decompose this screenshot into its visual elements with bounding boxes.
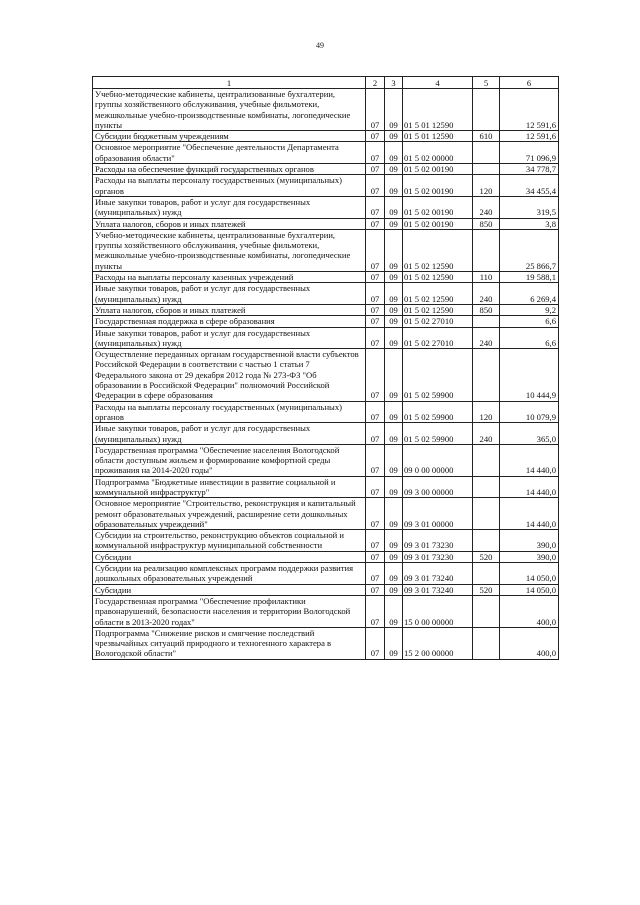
cell-section: 07 — [366, 498, 385, 530]
table-row — [93, 196, 559, 218]
table-header-row — [93, 77, 559, 89]
cell-vr — [473, 595, 500, 627]
cell-vr — [473, 89, 500, 131]
cell-subsection: 09 — [385, 401, 403, 423]
table-row — [93, 551, 559, 562]
cell-target: 09 3 01 73240 — [403, 563, 473, 585]
cell-name: Основное мероприятие "Строительство, реконструкция и капитальный ремонт образовательных учреждений, расширение сети дошкольных образовательных учреждений" — [93, 498, 366, 530]
table-row — [93, 627, 559, 659]
cell-section: 07 — [366, 423, 385, 445]
table-row — [93, 175, 559, 197]
table-row — [93, 218, 559, 229]
cell-name: Подпрограмма "Снижение рисков и смягчение последствий чрезвычайных ситуаций природного и техногенного характера в Вологодской области" — [93, 627, 366, 659]
cell-name: Иные закупки товаров, работ и услуг для государственных (муниципальных) нужд — [93, 327, 366, 349]
cell-name: Государственная программа "Обеспечение профилактики правонарушений, безопасности населения и территории Вологодской области в 2013-2020 годах" — [93, 595, 366, 627]
cell-target: 01 5 01 12590 — [403, 89, 473, 131]
cell-amount: 19 588,1 — [500, 272, 559, 283]
cell-subsection: 09 — [385, 584, 403, 595]
cell-subsection: 09 — [385, 316, 403, 327]
cell-vr: 240 — [473, 327, 500, 349]
header-col-target: 4 — [403, 77, 473, 89]
cell-target: 01 5 02 12590 — [403, 283, 473, 305]
cell-name: Осуществление переданных органам государственной власти субъектов Российской Федерации в соответствии с частью 1 статьи 7 Федерального закона от 29 декабря 2012 года № 273-ФЗ "Об образовании в Российской Федерации" полномочий Российской Федерации в сфере образования — [93, 349, 366, 401]
cell-target: 01 5 02 00190 — [403, 175, 473, 197]
cell-name: Расходы на выплаты персоналу казенных учреждений — [93, 272, 366, 283]
cell-amount: 390,0 — [500, 551, 559, 562]
table-row — [93, 444, 559, 476]
cell-subsection: 09 — [385, 304, 403, 315]
budget-table — [92, 76, 559, 660]
table-row — [93, 563, 559, 585]
table-row — [93, 423, 559, 445]
table-row — [93, 401, 559, 423]
cell-section: 07 — [366, 142, 385, 164]
cell-amount: 400,0 — [500, 595, 559, 627]
cell-vr: 120 — [473, 175, 500, 197]
header-col-amount: 6 — [500, 77, 559, 89]
table-row — [93, 530, 559, 552]
cell-subsection: 09 — [385, 530, 403, 552]
cell-subsection: 09 — [385, 142, 403, 164]
cell-amount: 10 444,9 — [500, 349, 559, 401]
table-row — [93, 476, 559, 498]
table-row — [93, 327, 559, 349]
cell-vr: 610 — [473, 131, 500, 142]
cell-subsection: 09 — [385, 476, 403, 498]
cell-amount: 34 778,7 — [500, 164, 559, 175]
cell-amount: 400,0 — [500, 627, 559, 659]
cell-vr: 520 — [473, 551, 500, 562]
cell-vr — [473, 498, 500, 530]
cell-vr: 850 — [473, 304, 500, 315]
cell-amount: 12 591,6 — [500, 131, 559, 142]
cell-name: Подпрограмма "Бюджетные инвестиции в развитие социальной и коммунальной инфраструктур" — [93, 476, 366, 498]
header-col-name: 1 — [93, 77, 366, 89]
cell-subsection: 09 — [385, 551, 403, 562]
cell-vr — [473, 316, 500, 327]
cell-subsection: 09 — [385, 218, 403, 229]
cell-section: 07 — [366, 229, 385, 271]
cell-vr — [473, 349, 500, 401]
table-row — [93, 164, 559, 175]
cell-vr — [473, 563, 500, 585]
cell-name: Субсидии — [93, 584, 366, 595]
cell-target: 01 5 02 00190 — [403, 196, 473, 218]
cell-amount: 34 455,4 — [500, 175, 559, 197]
cell-target: 09 3 00 00000 — [403, 476, 473, 498]
table-row — [93, 131, 559, 142]
cell-section: 07 — [366, 89, 385, 131]
cell-subsection: 09 — [385, 164, 403, 175]
cell-section: 07 — [366, 218, 385, 229]
table-row — [93, 89, 559, 131]
header-col-section: 2 — [366, 77, 385, 89]
table-row — [93, 498, 559, 530]
cell-vr: 120 — [473, 401, 500, 423]
cell-vr — [473, 444, 500, 476]
table-row — [93, 316, 559, 327]
cell-amount: 6 269,4 — [500, 283, 559, 305]
cell-target: 01 5 02 59900 — [403, 349, 473, 401]
cell-section: 07 — [366, 349, 385, 401]
cell-name: Учебно-методические кабинеты, централизованные бухгалтерии, группы хозяйственного обслуживания, учебные фильмотеки, межшкольные учебно-производственные комбинаты, логопедические пункты — [93, 89, 366, 131]
cell-amount: 319,5 — [500, 196, 559, 218]
cell-subsection: 09 — [385, 423, 403, 445]
cell-target: 01 5 02 12590 — [403, 304, 473, 315]
cell-vr: 110 — [473, 272, 500, 283]
cell-amount: 25 866,7 — [500, 229, 559, 271]
cell-subsection: 09 — [385, 89, 403, 131]
cell-target: 01 5 02 12590 — [403, 272, 473, 283]
cell-name: Расходы на обеспечение функций государственных органов — [93, 164, 366, 175]
cell-section: 07 — [366, 530, 385, 552]
cell-name: Расходы на выплаты персоналу государственных (муниципальных) органов — [93, 175, 366, 197]
cell-section: 07 — [366, 164, 385, 175]
cell-section: 07 — [366, 131, 385, 142]
cell-section: 07 — [366, 584, 385, 595]
cell-subsection: 09 — [385, 229, 403, 271]
cell-amount: 6,6 — [500, 327, 559, 349]
table-row — [93, 283, 559, 305]
cell-subsection: 09 — [385, 327, 403, 349]
cell-vr: 520 — [473, 584, 500, 595]
table-row — [93, 595, 559, 627]
cell-target: 01 5 02 12590 — [403, 229, 473, 271]
cell-target: 01 5 02 00190 — [403, 218, 473, 229]
cell-amount: 14 440,0 — [500, 444, 559, 476]
cell-section: 07 — [366, 327, 385, 349]
cell-vr: 240 — [473, 423, 500, 445]
cell-vr — [473, 142, 500, 164]
cell-target: 01 5 02 59900 — [403, 401, 473, 423]
cell-amount: 12 591,6 — [500, 89, 559, 131]
cell-target: 09 3 01 73240 — [403, 584, 473, 595]
cell-name: Уплата налогов, сборов и иных платежей — [93, 218, 366, 229]
cell-section: 07 — [366, 175, 385, 197]
cell-vr — [473, 164, 500, 175]
table-row — [93, 272, 559, 283]
cell-subsection: 09 — [385, 196, 403, 218]
cell-name: Расходы на выплаты персоналу государственных (муниципальных) органов — [93, 401, 366, 423]
cell-section: 07 — [366, 563, 385, 585]
cell-section: 07 — [366, 316, 385, 327]
cell-target: 15 0 00 00000 — [403, 595, 473, 627]
cell-amount: 365,0 — [500, 423, 559, 445]
cell-target: 01 5 02 59900 — [403, 423, 473, 445]
cell-subsection: 09 — [385, 283, 403, 305]
cell-subsection: 09 — [385, 349, 403, 401]
cell-amount: 390,0 — [500, 530, 559, 552]
cell-vr: 850 — [473, 218, 500, 229]
table-body — [93, 89, 559, 660]
cell-amount: 71 096,9 — [500, 142, 559, 164]
table-row — [93, 584, 559, 595]
cell-target: 09 3 01 73230 — [403, 551, 473, 562]
cell-section: 07 — [366, 401, 385, 423]
cell-name: Государственная поддержка в сфере образования — [93, 316, 366, 327]
cell-amount: 6,6 — [500, 316, 559, 327]
cell-target: 09 3 01 00000 — [403, 498, 473, 530]
table-row — [93, 304, 559, 315]
cell-name: Учебно-методические кабинеты, централизованные бухгалтерии, группы хозяйственного обслуживания, учебные фильмотеки, межшкольные учебно-производственные комбинаты, логопедические пункты — [93, 229, 366, 271]
cell-section: 07 — [366, 595, 385, 627]
cell-subsection: 09 — [385, 272, 403, 283]
cell-vr — [473, 530, 500, 552]
cell-vr — [473, 476, 500, 498]
cell-vr: 240 — [473, 196, 500, 218]
cell-amount: 3,8 — [500, 218, 559, 229]
cell-target: 01 5 02 00000 — [403, 142, 473, 164]
table-row — [93, 229, 559, 271]
cell-target: 01 5 01 12590 — [403, 131, 473, 142]
cell-amount: 10 079,9 — [500, 401, 559, 423]
cell-name: Субсидии бюджетным учреждениям — [93, 131, 366, 142]
cell-section: 07 — [366, 476, 385, 498]
cell-amount: 9,2 — [500, 304, 559, 315]
cell-name: Субсидии на реализацию комплексных программ поддержки развития дошкольных образовательных учреждений — [93, 563, 366, 585]
header-col-subsection: 3 — [385, 77, 403, 89]
cell-vr: 240 — [473, 283, 500, 305]
cell-amount: 14 050,0 — [500, 563, 559, 585]
cell-vr — [473, 627, 500, 659]
cell-amount: 14 440,0 — [500, 476, 559, 498]
cell-target: 09 3 01 73230 — [403, 530, 473, 552]
cell-target: 01 5 02 00190 — [403, 164, 473, 175]
cell-name: Иные закупки товаров, работ и услуг для государственных (муниципальных) нужд — [93, 283, 366, 305]
cell-amount: 14 440,0 — [500, 498, 559, 530]
cell-subsection: 09 — [385, 595, 403, 627]
cell-vr — [473, 229, 500, 271]
cell-section: 07 — [366, 304, 385, 315]
cell-target: 01 5 02 27010 — [403, 316, 473, 327]
cell-section: 07 — [366, 627, 385, 659]
cell-name: Иные закупки товаров, работ и услуг для государственных (муниципальных) нужд — [93, 423, 366, 445]
cell-subsection: 09 — [385, 175, 403, 197]
table-row — [93, 142, 559, 164]
cell-subsection: 09 — [385, 131, 403, 142]
cell-section: 07 — [366, 444, 385, 476]
cell-name: Основное мероприятие "Обеспечение деятельности Департамента образования области" — [93, 142, 366, 164]
cell-section: 07 — [366, 551, 385, 562]
cell-target: 01 5 02 27010 — [403, 327, 473, 349]
cell-section: 07 — [366, 196, 385, 218]
header-col-vr: 5 — [473, 77, 500, 89]
cell-subsection: 09 — [385, 444, 403, 476]
cell-subsection: 09 — [385, 627, 403, 659]
cell-name: Уплата налогов, сборов и иных платежей — [93, 304, 366, 315]
cell-name: Государственная программа "Обеспечение населения Вологодской области доступным жильем и формирование комфортной среды проживания на 2014-2020 годы" — [93, 444, 366, 476]
cell-name: Субсидии — [93, 551, 366, 562]
cell-name: Субсидии на строительство, реконструкцию объектов социальной и коммунальной инфраструктур муниципальной собственности — [93, 530, 366, 552]
cell-target: 09 0 00 00000 — [403, 444, 473, 476]
cell-name: Иные закупки товаров, работ и услуг для государственных (муниципальных) нужд — [93, 196, 366, 218]
cell-subsection: 09 — [385, 498, 403, 530]
cell-section: 07 — [366, 283, 385, 305]
cell-section: 07 — [366, 272, 385, 283]
cell-target: 15 2 00 00000 — [403, 627, 473, 659]
cell-subsection: 09 — [385, 563, 403, 585]
page-number: 49 — [316, 41, 324, 50]
table-row — [93, 349, 559, 401]
cell-amount: 14 050,0 — [500, 584, 559, 595]
